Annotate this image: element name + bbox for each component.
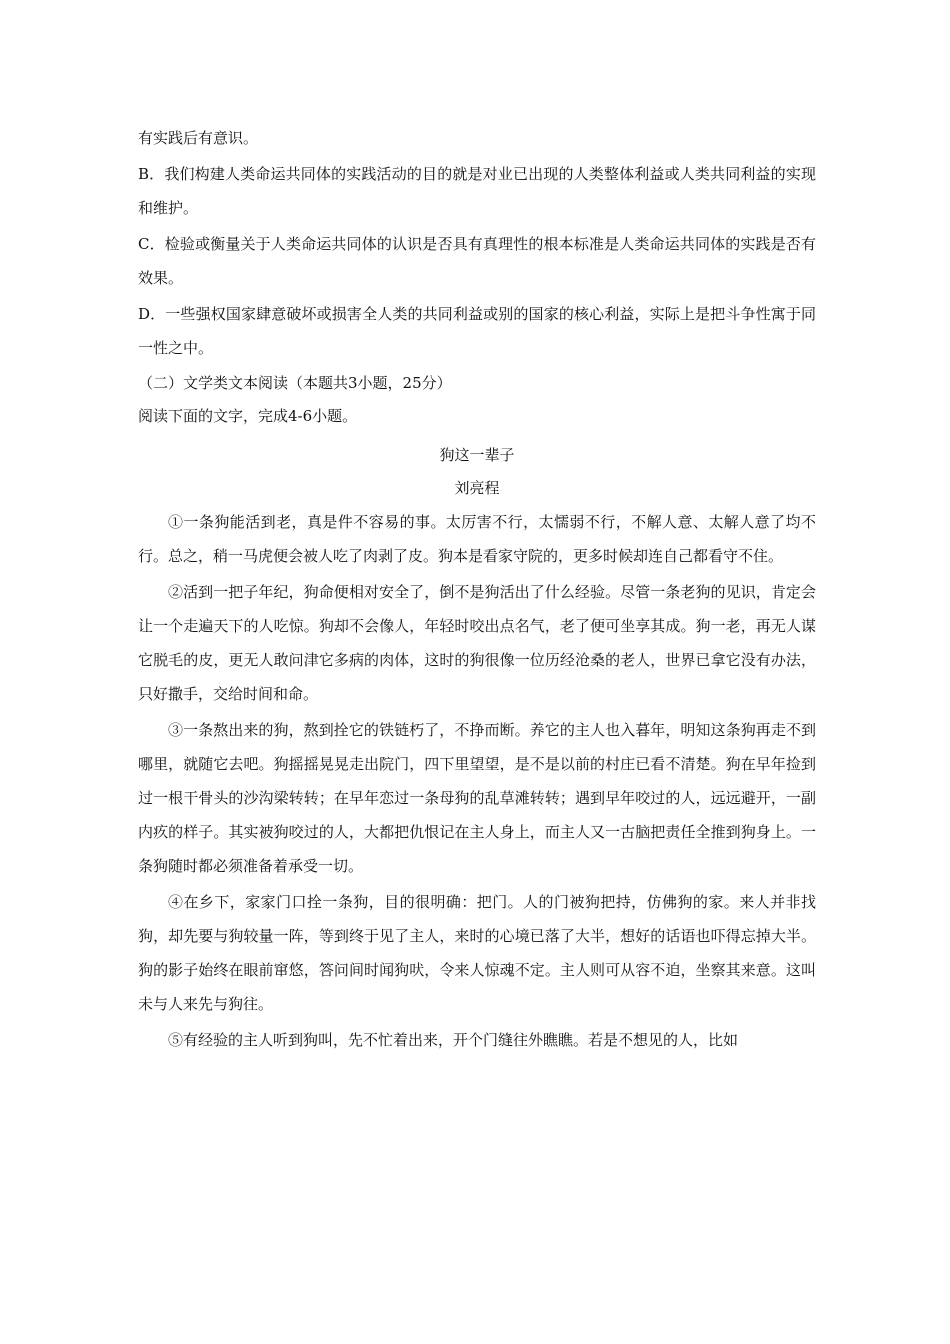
article-title: 狗这一辈子: [439, 446, 515, 464]
option-c: C．检验或衡量关于人类命运共同体的认识是否具有真理性的根本标准是人类命运共同体的实践是否有效果。: [138, 235, 816, 287]
document-page: [138, 122, 816, 1057]
option-a-tail: 有实践后有意识。: [138, 129, 259, 147]
option-b: B．我们构建人类命运共同体的实践活动的目的就是对业已出现的人类整体利益或人类共同利益的实现和维护。: [138, 165, 816, 217]
section-heading: （二）文学类文本阅读（本题共3小题，25分）: [138, 374, 452, 392]
article-author: 刘亮程: [454, 479, 500, 497]
article-paragraph-3: ③一条熬出来的狗，熬到拴它的铁链朽了，不挣而断。养它的主人也入暮年，明知这条狗再走不到哪里，就随它去吧。狗摇摇晃晃走出院门，四下里望望，是不是以前的村庄已看不清楚。狗在早年捡到过一根干骨头的沙沟梁转转；在早年恋过一条母狗的乱草滩转转；遇到早年咬过的人，远远避开，一副内疚的样子。其实被狗咬过的人，大都把仇恨记在主人身上，而主人又一古脑把责任全推到狗身上。一条狗随时都必须准备着承受一切。: [138, 721, 816, 875]
article-paragraph-1: ①一条狗能活到老，真是件不容易的事。太厉害不行，太懦弱不行，不解人意、太解人意了均不行。总之，稍一马虎便会被人吃了肉剥了皮。狗本是看家守院的，更多时候却连自己都看守不住。: [138, 513, 816, 565]
article-paragraph-2: ②活到一把子年纪，狗命便相对安全了，倒不是狗活出了什么经验。尽管一条老狗的见识，肯定会让一个走遍天下的人吃惊。狗却不会像人，年轻时咬出点名气，老了便可坐享其成。狗一老，再无人谋它脱毛的皮，更无人敢问津它多病的肉体，这时的狗很像一位历经沧桑的老人，世界已拿它没有办法，只好撒手，交给时间和命。: [138, 583, 816, 703]
article-paragraph-5: ⑤有经验的主人听到狗叫，先不忙着出来，开个门缝往外瞧瞧。若是不想见的人，比如: [168, 1031, 739, 1049]
option-d: D．一些强权国家肆意破坏或损害全人类的共同利益或别的国家的核心利益，实际上是把斗争性寓于同一性之中。: [138, 305, 816, 357]
section-instruction: 阅读下面的文字，完成4-6小题。: [138, 407, 358, 425]
article-paragraph-4: ④在乡下，家家门口拴一条狗，目的很明确：把门。人的门被狗把持，仿佛狗的家。来人并非找狗，却先要与狗较量一阵，等到终于见了主人，来时的心境已落了大半，想好的话语也吓得忘掉大半。狗的影子始终在眼前窜悠，答问间时闻狗吠，令来人惊魂不定。主人则可从容不迫，坐察其来意。这叫未与人来先与狗往。: [138, 893, 816, 1013]
